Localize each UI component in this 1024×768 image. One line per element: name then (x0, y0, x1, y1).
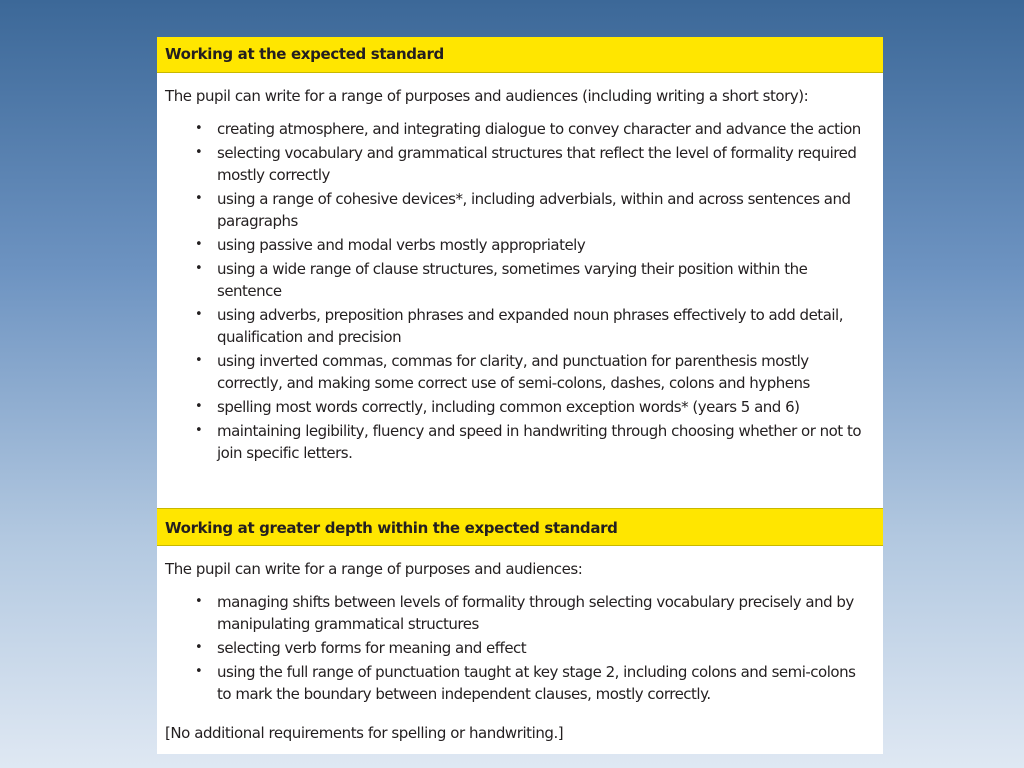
criteria-item: • using passive and modal verbs mostly appropriately (195, 236, 586, 254)
bullet-icon: • (195, 121, 203, 136)
bullet-icon: • (195, 640, 203, 655)
bullet-icon: • (195, 237, 203, 252)
bullet-icon: • (195, 423, 203, 438)
bullet-icon: • (195, 353, 203, 368)
bullet-icon: • (195, 145, 203, 160)
criteria-item: • spelling most words correctly, including common exception words* (years 5 and 6) (195, 398, 800, 416)
criteria-list (157, 118, 883, 464)
criteria-item: • using a range of cohesive devices*, including adverbials, within and across sentences and paragraphs (195, 190, 851, 230)
section-intro: The pupil can write for a range of purposes and audiences (including writing a short story): (165, 87, 809, 105)
criteria-item: • selecting verb forms for meaning and effect (195, 639, 527, 657)
section-intro: The pupil can write for a range of purposes and audiences: (165, 560, 583, 578)
criteria-item: • using adverbs, preposition phrases and expanded noun phrases effectively to add detail, qualification and precision (195, 306, 843, 346)
section-heading: Working at greater depth within the expected standard (157, 508, 883, 546)
bullet-icon: • (195, 307, 203, 322)
criteria-item: • managing shifts between levels of formality through selecting vocabulary precisely and by manipulating grammatical structures (195, 593, 854, 633)
footnote: [No additional requirements for spelling or handwriting.] (165, 724, 564, 742)
bullet-icon: • (195, 261, 203, 276)
criteria-item: • using the full range of punctuation taught at key stage 2, including colons and semi-colons to mark the boundary between independent clauses, mostly correctly. (195, 663, 856, 703)
criteria-list (157, 591, 883, 705)
greater-depth-section (157, 508, 883, 742)
bullet-icon: • (195, 664, 203, 679)
standards-document (157, 37, 883, 754)
expected-standard-section (157, 37, 883, 508)
criteria-item: • creating atmosphere, and integrating dialogue to convey character and advance the action (195, 120, 861, 138)
bullet-icon: • (195, 191, 203, 206)
criteria-item: • maintaining legibility, fluency and speed in handwriting through choosing whether or not to join specific letters. (195, 422, 862, 462)
criteria-item: • selecting vocabulary and grammatical structures that reflect the level of formality required mostly correctly (195, 144, 857, 184)
criteria-item: • using a wide range of clause structures, sometimes varying their position within the sentence (195, 260, 808, 300)
bullet-icon: • (195, 594, 203, 609)
criteria-item: • using inverted commas, commas for clarity, and punctuation for parenthesis mostly correctly, and making some correct use of semi-colons, dashes, colons and hyphens (195, 352, 810, 392)
section-heading: Working at the expected standard (157, 37, 883, 73)
bullet-icon: • (195, 399, 203, 414)
